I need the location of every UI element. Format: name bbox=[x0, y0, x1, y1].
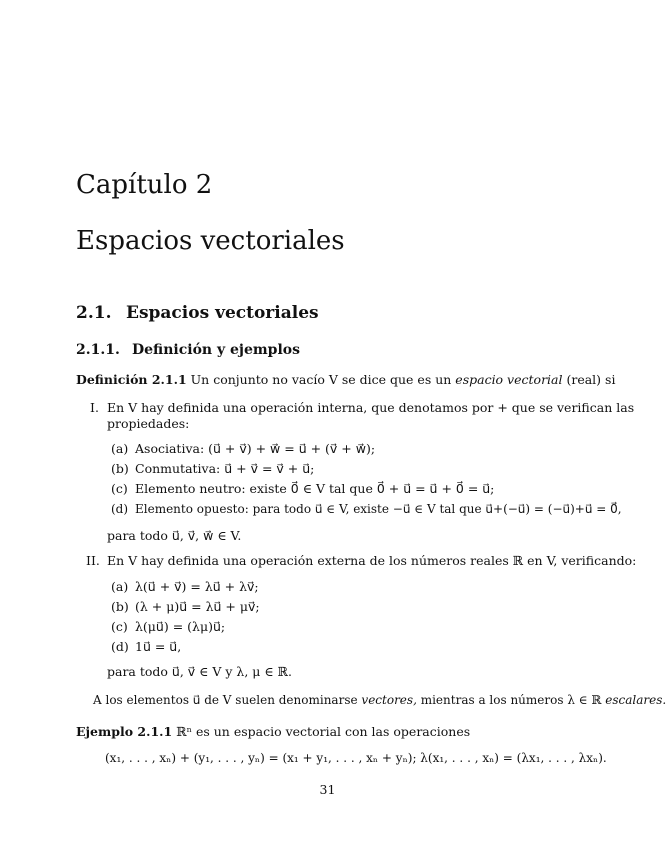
definition-label: Definición 2.1.1 bbox=[76, 372, 187, 387]
prop-label: (d) bbox=[111, 502, 129, 516]
prop-text: Elemento neutro: existe 0⃗ ∈ V tal que 0⃗ + u⃗ = u⃗ + 0⃗ = u⃗; bbox=[135, 481, 495, 496]
prop-text: Elemento opuesto: para todo u⃗ ∈ V, existe −u⃗ ∈ V tal que u⃗+(−u⃗) = (−u⃗)+u⃗ = 0⃗, bbox=[135, 502, 622, 516]
remark-emph1: vectores, bbox=[361, 693, 417, 707]
prop-text: 1u⃗ = u⃗, bbox=[135, 639, 182, 654]
prop-text: Asociativa: (u⃗ + v⃗) + w⃗ = u⃗ + (v⃗ + w⃗); bbox=[135, 441, 376, 456]
item1-text-line2: propiedades: bbox=[107, 416, 190, 431]
page-number: 31 bbox=[319, 782, 336, 797]
item1-prop-b bbox=[111, 461, 314, 477]
item1-prop-d bbox=[111, 501, 622, 517]
section-title: Espacios vectoriales bbox=[126, 303, 319, 323]
remark-emph2: escalares. bbox=[605, 693, 666, 707]
subsection-title: Definición y ejemplos bbox=[132, 342, 300, 358]
item1-closing: para todo u⃗, v⃗, w⃗ ∈ V. bbox=[107, 528, 242, 543]
item2-label: II. bbox=[86, 553, 100, 568]
example-paragraph bbox=[76, 724, 470, 740]
prop-text: (λ + μ)u⃗ = λu⃗ + μv⃗; bbox=[135, 599, 260, 614]
prop-text: λ(u⃗ + v⃗) = λu⃗ + λv⃗; bbox=[135, 579, 259, 594]
item1-prop-c bbox=[111, 481, 494, 497]
prop-label: (a) bbox=[111, 579, 129, 594]
example-text: ℝⁿ es un espacio vectorial con las operaciones bbox=[176, 724, 471, 739]
prop-label: (c) bbox=[111, 619, 128, 634]
chapter-label: Capítulo 2 bbox=[76, 170, 213, 200]
prop-label: (b) bbox=[111, 461, 129, 476]
item2-prop-b bbox=[111, 599, 260, 615]
section-number: 2.1. bbox=[76, 303, 112, 323]
example-formula: (x₁, . . . , xₙ) + (y₁, . . . , yₙ) = (x₁ + y₁, . . . , xₙ + yₙ); λ(x₁, . . . , xₙ) = (λx₁, . . . , λxₙ). bbox=[105, 751, 607, 765]
section-heading bbox=[76, 303, 319, 323]
prop-label: (a) bbox=[111, 441, 129, 456]
definition-paragraph bbox=[76, 372, 615, 388]
chapter-title: Espacios vectoriales bbox=[76, 226, 345, 256]
remark-paragraph bbox=[93, 692, 666, 708]
item1-text-line1: En V hay definida una operación interna, que denotamos por + que se verifican las bbox=[107, 400, 635, 415]
item2-prop-d bbox=[111, 639, 181, 655]
item1-prop-a bbox=[111, 441, 375, 457]
prop-label: (d) bbox=[111, 639, 129, 654]
remark-text-mid: mientras a los números λ ∈ ℝ bbox=[420, 693, 602, 707]
definition-text-after: (real) si bbox=[566, 372, 616, 387]
subsection-heading bbox=[76, 342, 300, 358]
item2-text: En V hay definida una operación externa de los números reales ℝ en V, verificando: bbox=[107, 553, 637, 568]
example-label: Ejemplo 2.1.1 bbox=[76, 724, 173, 739]
item2-prop-c bbox=[111, 619, 225, 635]
item1-label: I. bbox=[90, 400, 99, 415]
item2-closing: para todo u⃗, v⃗ ∈ V y λ, μ ∈ ℝ. bbox=[107, 664, 292, 679]
remark-text-before: A los elementos u⃗ de V suelen denominarse bbox=[93, 693, 358, 707]
definition-emph: espacio vectorial bbox=[455, 372, 563, 387]
prop-text: Conmutativa: u⃗ + v⃗ = v⃗ + u⃗; bbox=[135, 461, 315, 476]
prop-label: (b) bbox=[111, 599, 129, 614]
subsection-number: 2.1.1. bbox=[76, 342, 120, 358]
definition-text-before: Un conjunto no vacío V se dice que es un bbox=[190, 372, 452, 387]
item2-prop-a bbox=[111, 579, 259, 595]
prop-label: (c) bbox=[111, 481, 128, 496]
prop-text: λ(μu⃗) = (λμ)u⃗; bbox=[135, 619, 226, 634]
